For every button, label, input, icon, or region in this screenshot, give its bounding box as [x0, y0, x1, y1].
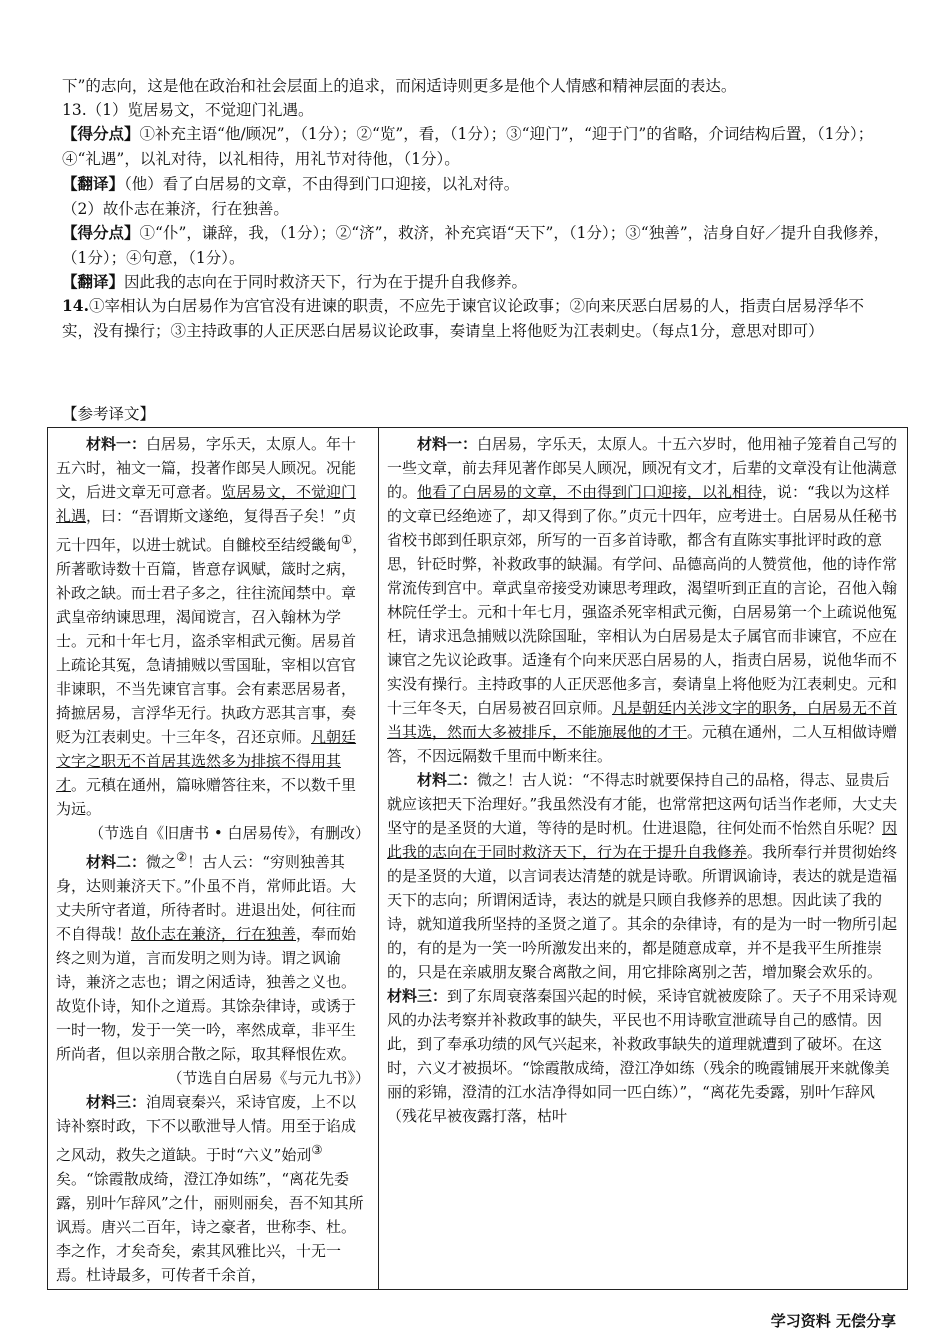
- q13-2: （2）故仆志在兼济，行在独善。: [62, 200, 289, 218]
- q13-2-translation: 【翻译】因此我的志向在于同时救济天下，行为在于提升自我修养。: [62, 272, 528, 291]
- answer-line-1: 下”的志向，这是他在政治和社会层面上的追求，而闲适诗则更多是他个人情感和精神层面的表达。: [62, 77, 737, 95]
- q13-2-score: 【得分点】①“仆”，谦辞，我，（1分）；②“济”，救济，补充宾语“天下”，（1分）；③“独善”，洁身自好／提升自我修养，（1分）；④句意，（1分）。: [62, 223, 890, 267]
- q13-1: 13.（1）览居易文，不觉迎门礼遇。: [62, 101, 314, 119]
- right-material-1: 材料一：白居易，字乐天，太原人。十五六岁时，他用袖子笼着自己写的一些文章，前去拜见著作郎吴人顾况，顾况有文才，后辈的文章没有让他满意的。他看了白居易的文章，不由得到门口迎接，以礼相待，说：“我以为这样的文章已经绝迹了，却又得到了你。”贞元十四年，应考进士。白居易从任秘书省校书郎到任职京郊，所写的一百多首诗歌，都含有直陈实事批评时政的意思，针砭时弊，补救政事的缺漏。有学问、品德高尚的人赞赏他，他的诗作常常流传到宫中。章武皇帝接受劝谏思考理政，渴望听到正直的言论，召他入翰林院任学士。元和十年七月，强盗杀死宰相武元衡，白居易第一个上疏说他冤枉，请求迅急捕贼以洗除国耻，宰相认为白居易是太子属官而非谏官，不应在谏官之先议论政事。适逢有个向来厌恶白居易的人，指责白居易，说他华而不实没有操行。主持政事的人正厌恶他多言，奏请皇上将他贬为江表刺史。元和十三年冬天，白居易被召回京师。凡是朝廷内关涉文字的职务，白居易无不首当其选，然而大多被排斥，不能施展他的才干。元稹在通州，二人互相做诗赠答，不因远隔数千里而中断来往。: [387, 435, 898, 765]
- right-material-3: 材料三：到了东周衰落秦国兴起的时候，采诗官就被废除了。天子不用采诗观风的办法考察并补救政事的缺失，平民也不用诗歌宣泄疏导自己的感情。因此，到了奉承功绩的风气兴起来，补救政事缺失的道理就遭到了破坏。在这时，六义才被损坏。“馀霞散成绮，澄江净如练（残余的晚霞铺展开来就像美丽的彩锦，澄清的江水洁净得如同一匹白练）”，“离花先委露，别叶乍辞风（残花早被夜露打落，枯叶: [387, 987, 898, 1125]
- left-material-2: 材料二：微之②！古人云：“穷则独善其身，达则兼济天下。”仆虽不肖，常师此语。大丈夫所守者道，所待者时。进退出处，何往而不自得哉！故仆志在兼济，行在独善，奉而始终之则为道，言而发明之则为诗。谓之讽谕诗，兼济之志也；谓之闲适诗，独善之义也。故览仆诗，知仆之道焉。其馀杂律诗，或诱于一时一物，发于一笑一吟，率然成章，非平生所尚者，但以亲朋合散之际，取其释恨佐欢。: [56, 849, 357, 1063]
- q13-1-score: 【得分点】①补充主语“他/顾况”，（1分）；②“览”，看，（1分）；③“迎门”，“迎于门”的省略，介词结构后置，（1分）；④“礼遇”，以礼对待，以礼相待，用礼节对待他，（1分）。: [62, 124, 874, 168]
- q14: 14.①宰相认为白居易作为宫官没有进谏的职责，不应先于谏官议论政事；②向来厌恶白居易的人，指责白居易浮华不实，没有操行；③主持政事的人正厌恶白居易议论政事，奏请皇上将他贬为江表刺史。（每点1分，意思对即可）: [62, 296, 864, 340]
- left-material-1: 材料一：白居易，字乐天，太原人。年十五六时，袖文一篇，投著作郎吴人顾况。况能文，后进文章无可意者。览居易文，不觉迎门礼遇，曰：“吾谓斯文遂绝，复得吾子矣！”贞元十四年，以进士就试。自雠校至结绶畿甸①，所著歌诗数十百篇，皆意存讽赋，箴时之病，补政之缺。而士君子多之，往往流闻禁中。章武皇帝纳谏思理，渴闻谠言，召入翰林为学士。元和十年七月，盗杀宰相武元衡。居易首上疏论其冤，急请捕贼以雪国耻，宰相以宫官非谏职，不当先谏官言事。会有素恶居易者，掎摭居易，言浮华无行。执政方恶其言事，奏贬为江表刺史。十三年冬，召还京师。凡朝廷文字之职无不首居其选然多为排摈不得用其才。元稹在通州，篇咏赠答往来，不以数千里为远。: [56, 435, 368, 818]
- left-material-1-source: （节选自《旧唐书 • 白居易传》，有删改）: [89, 824, 370, 842]
- reference-translation-table: [47, 427, 908, 1290]
- q13-1-translation: 【翻译】（他）看了白居易的文章，不由得到门口迎接，以礼对待。: [62, 174, 520, 193]
- reference-translation-heading: 【参考译文】: [62, 405, 156, 423]
- right-material-2: 材料二：微之！古人说：“不得志时就要保持自己的品格，得志、显贵后就应该把天下治理好。”我虽然没有才能，也常常把这两句话当作老师，大丈夫坚守的是圣贤的大道，等待的是时机。仕进退隐，往何处而不怡然自乐呢？因此我的志向在于同时救济天下，行为在于提升自我修养。我所奉行并贯彻始终的是圣贤的大道，以言词表达清楚的就是诗歌。所谓讽谕诗，表达的就是造福天下的志向；所谓闲适诗，表达的就是只顾自我修养的思想。因此读了我的诗，就知道我所坚持的圣贤之道了。其余的杂律诗，有的是为一时一物所引起的，有的是为一笑一吟所激发出来的，都是随意成章，并不是我平生所推崇的，只是在亲戚朋友聚合离散之间，用它排除离别之苦，增加聚会欢乐的。: [387, 771, 898, 981]
- left-material-3: 材料三：洎周衰秦兴，采诗官废，上不以诗补察时政，下不以歌泄导人情。用至于谄成之风动，救失之道缺。于时“六义”始刓③矣。“馀霞散成绮，澄江净如练”，“离花先委露，别叶乍辞风”之什，丽则丽矣，吾不知其所讽焉。唐兴二百年，诗之豪者，世称李、杜。李之作，才矣奇矣，索其风雅比兴，十无一焉。杜诗最多，可传者千余首，: [56, 1093, 364, 1284]
- left-material-2-source: （节选自白居易《与元九书》）: [167, 1069, 370, 1087]
- translation-column: [379, 428, 908, 1290]
- footer-note: 学习资料 无偿分享: [770, 1312, 896, 1330]
- original-text-column: [48, 428, 379, 1290]
